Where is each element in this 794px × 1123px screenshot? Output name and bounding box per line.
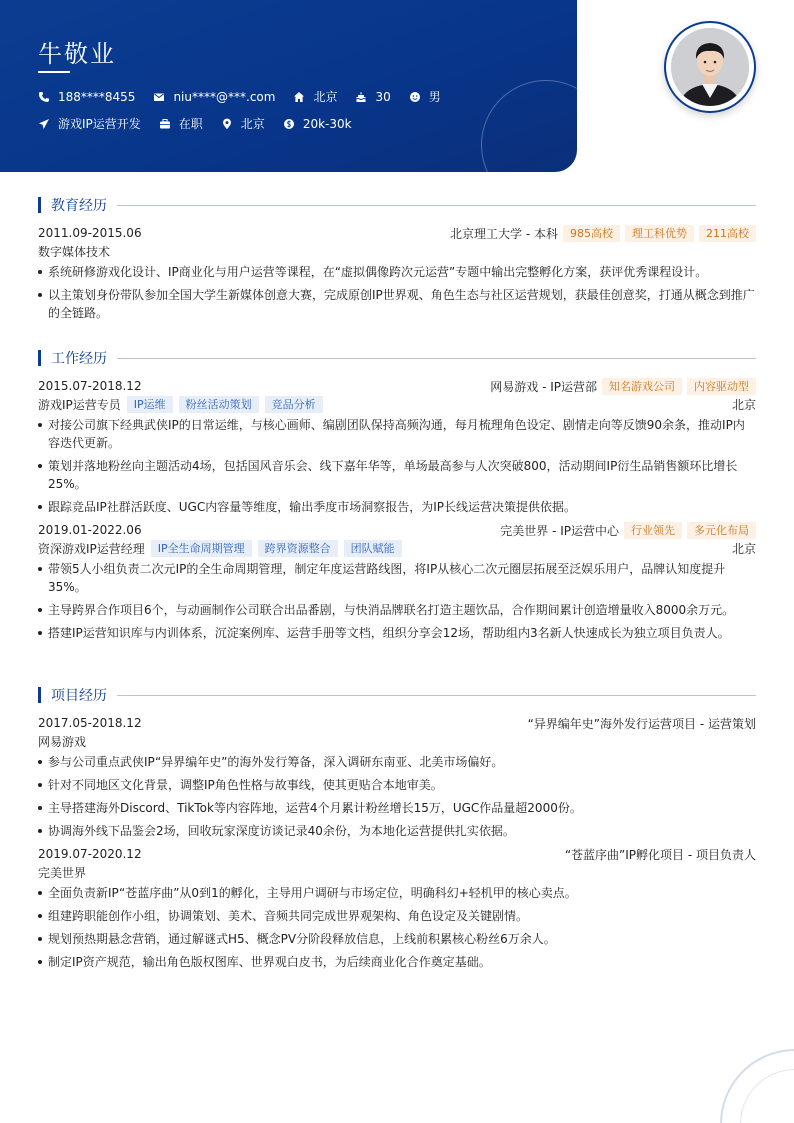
entry-org-group — [450, 225, 756, 242]
major: 数字媒体技术 — [38, 244, 111, 259]
entry-date: 2017.05-2018.12 — [38, 716, 142, 730]
list-item: 针对不同地区文化背景，调整IP角色性格与故事线，使其更贴合本地审美。 — [38, 776, 756, 794]
entry-date: 2019.07-2020.12 — [38, 847, 142, 861]
list-item: 全面负责新IP“苍蓝序曲”从0到1的孵化，主导用户调研与市场定位，明确科幻+轻机甲的核心卖点。 — [38, 884, 756, 902]
skill-tag: 团队赋能 — [344, 540, 402, 557]
section-title: 教育经历 — [51, 198, 107, 214]
work-entry — [38, 377, 756, 516]
list-item: 协调海外线下品鉴会2场，回收玩家深度访谈记录40余份，为本地化运营提供扎实依据。 — [38, 822, 756, 840]
job-status-info — [159, 115, 203, 132]
company-tag: 知名游戏公司 — [602, 378, 682, 395]
avatar — [671, 28, 749, 106]
contact-row — [38, 88, 459, 105]
education-section — [38, 196, 756, 327]
company-tag: 内容驱动型 — [687, 378, 756, 395]
school-degree: 北京理工大学 - 本科 — [450, 226, 558, 241]
gender-text: 男 — [428, 90, 441, 104]
target-position-info — [38, 115, 141, 132]
entry-date: 2011.09-2015.06 — [38, 226, 142, 240]
section-divider — [117, 358, 756, 359]
skill-tag: 粉丝活动策划 — [179, 396, 259, 413]
project-name-role: “异界编年史”海外发行运营项目 - 运营策划 — [527, 716, 756, 731]
section-marker — [38, 350, 41, 366]
company-tag: 多元化布局 — [687, 522, 756, 539]
section-title: 项目经历 — [51, 688, 107, 704]
list-item: 对接公司旗下经典武侠IP的日常运维，与核心画师、编剧团队保持高频沟通，每月梳理角色设定、剧情走向等反馈90余条，推动IP内容迭代更新。 — [38, 416, 756, 452]
list-item: 跟踪竞品IP社群活跃度、UGC内容量等维度，输出季度市场洞察报告，为IP长线运营决策提供依据。 — [38, 498, 756, 516]
section-divider — [117, 695, 756, 696]
name-underline — [38, 71, 70, 73]
entry-header — [38, 377, 756, 395]
entry-header — [38, 521, 756, 539]
school-tag: 211高校 — [699, 225, 756, 242]
entry-header — [38, 224, 756, 242]
project-name-role: “苍蓝序曲”IP孵化项目 - 项目负责人 — [564, 847, 756, 862]
decorative-circle — [481, 80, 577, 172]
entry-subheader — [38, 732, 756, 750]
role-group — [38, 540, 402, 557]
project-entry — [38, 714, 756, 840]
salary-info — [283, 117, 352, 131]
work-city: 北京 — [731, 397, 756, 412]
list-item: 系统研修游戏化设计、IP商业化与用户运营等课程，在“虚拟偶像跨次元运营”专题中输出完整孵化方案，获评优秀课程设计。 — [38, 263, 756, 281]
age-text: 30 — [375, 89, 391, 104]
list-item: 搭建IP运营知识库与内训体系，沉淀案例库、运营手册等文档，组织分享会12场，帮助组内3名新人快速成长为独立项目负责人。 — [38, 624, 756, 642]
section-marker — [38, 687, 41, 703]
skill-tag: 跨界资源整合 — [258, 540, 338, 557]
entry-subheader — [38, 539, 756, 557]
school-tag: 理工科优势 — [625, 225, 694, 242]
mail-icon — [153, 91, 165, 103]
skill-tag: IP运维 — [127, 396, 173, 413]
project-company: 网易游戏 — [38, 734, 87, 749]
entry-bullets — [38, 753, 756, 840]
entry-subheader — [38, 395, 756, 413]
target-city-info — [221, 115, 265, 132]
job-status-text: 在职 — [178, 117, 203, 131]
candidate-name: 牛敬业 — [38, 40, 116, 68]
briefcase-icon — [159, 118, 171, 130]
section-marker — [38, 197, 41, 213]
list-item: 制定IP资产规范，输出角色版权图库、世界观白皮书，为后续商业化合作奠定基础。 — [38, 953, 756, 971]
entry-date: 2019.01-2022.06 — [38, 523, 142, 537]
section-divider — [117, 205, 756, 206]
avatar-photo — [671, 28, 749, 106]
email-text: niu****@***.com — [173, 89, 276, 104]
entry-header — [38, 845, 756, 863]
residence-info — [293, 88, 337, 105]
header-banner — [0, 0, 577, 172]
list-item: 主导搭建海外Discord、TikTok等内容阵地，运营4个月累计粉丝增长15万，UGC作品量超2000份。 — [38, 799, 756, 817]
work-city: 北京 — [731, 541, 756, 556]
list-item: 策划并落地粉丝向主题活动4场，包括国风音乐会、线下嘉年华等，单场最高参与人次突破800，活动期间IP衍生品销售额环比增长25%。 — [38, 457, 756, 493]
entry-subheader — [38, 863, 756, 881]
entry-org-group — [500, 522, 756, 539]
work-section — [38, 349, 756, 647]
work-entry — [38, 521, 756, 642]
project-company: 完美世界 — [38, 865, 87, 880]
age-info — [355, 90, 390, 104]
company-department: 完美世界 - IP运营中心 — [500, 523, 619, 538]
entry-date: 2015.07-2018.12 — [38, 379, 142, 393]
section-header — [38, 686, 756, 704]
skill-tag: IP全生命周期管理 — [151, 540, 252, 557]
cake-icon — [355, 91, 367, 103]
list-item: 带领5人小组负责二次元IP的全生命周期管理，制定年度运营路线图，将IP从核心二次元圈层拓展至泛娱乐用户，品牌认知度提升35%。 — [38, 560, 756, 596]
phone-icon — [38, 91, 50, 103]
phone-info — [38, 90, 135, 104]
job-title: 资深游戏IP运营经理 — [38, 541, 145, 556]
list-item: 主导跨界合作项目6个，与动画制作公司联合出品番剧，与快消品牌联名打造主题饮品，合作期间累计创造增量收入8000余万元。 — [38, 601, 756, 619]
project-entry — [38, 845, 756, 971]
list-item: 组建跨职能创作小组，协调策划、美术、音频共同完成世界观架构、角色设定及关键剧情。 — [38, 907, 756, 925]
avatar-frame — [664, 21, 756, 113]
entry-org-group — [490, 378, 756, 395]
residence-text: 北京 — [313, 90, 338, 104]
gender-icon — [409, 91, 421, 103]
list-item: 参与公司重点武侠IP“异界编年史”的海外发行筹备，深入调研东南亚、北美市场偏好。 — [38, 753, 756, 771]
job-title: 游戏IP运营专员 — [38, 397, 121, 412]
salary-icon — [283, 118, 295, 130]
project-section — [38, 686, 756, 976]
company-department: 网易游戏 - IP运营部 — [490, 379, 597, 394]
section-header — [38, 349, 756, 367]
skill-tag: 竞品分析 — [265, 396, 323, 413]
entry-bullets — [38, 416, 756, 516]
entry-bullets — [38, 560, 756, 642]
school-tag: 985高校 — [563, 225, 620, 242]
target-city-text: 北京 — [240, 117, 265, 131]
section-header — [38, 196, 756, 214]
send-icon — [38, 118, 50, 130]
list-item: 以主策划身份带队参加全国大学生新媒体创意大赛，完成原创IP世界观、角色生态与社区运营规划，获最佳创意奖，打通从概念到推广的全链路。 — [38, 286, 756, 322]
home-icon — [293, 91, 305, 103]
entry-subheader — [38, 242, 756, 260]
section-title: 工作经历 — [51, 351, 107, 367]
education-entry — [38, 224, 756, 322]
salary-text: 20k-30k — [302, 116, 352, 131]
phone-text: 188****8455 — [58, 89, 136, 104]
entry-bullets — [38, 263, 756, 322]
gender-info — [409, 88, 441, 105]
email-info — [153, 90, 275, 104]
entry-bullets — [38, 884, 756, 971]
location-pin-icon — [221, 118, 233, 130]
target-position-text: 游戏IP运营开发 — [58, 117, 141, 131]
role-group — [38, 396, 323, 413]
list-item: 规划预热期悬念营销，通过解谜式H5、概念PV分阶段释放信息，上线前积累核心粉丝6万余人。 — [38, 930, 756, 948]
company-tag: 行业领先 — [624, 522, 682, 539]
job-intent-row — [38, 115, 370, 132]
entry-header — [38, 714, 756, 732]
